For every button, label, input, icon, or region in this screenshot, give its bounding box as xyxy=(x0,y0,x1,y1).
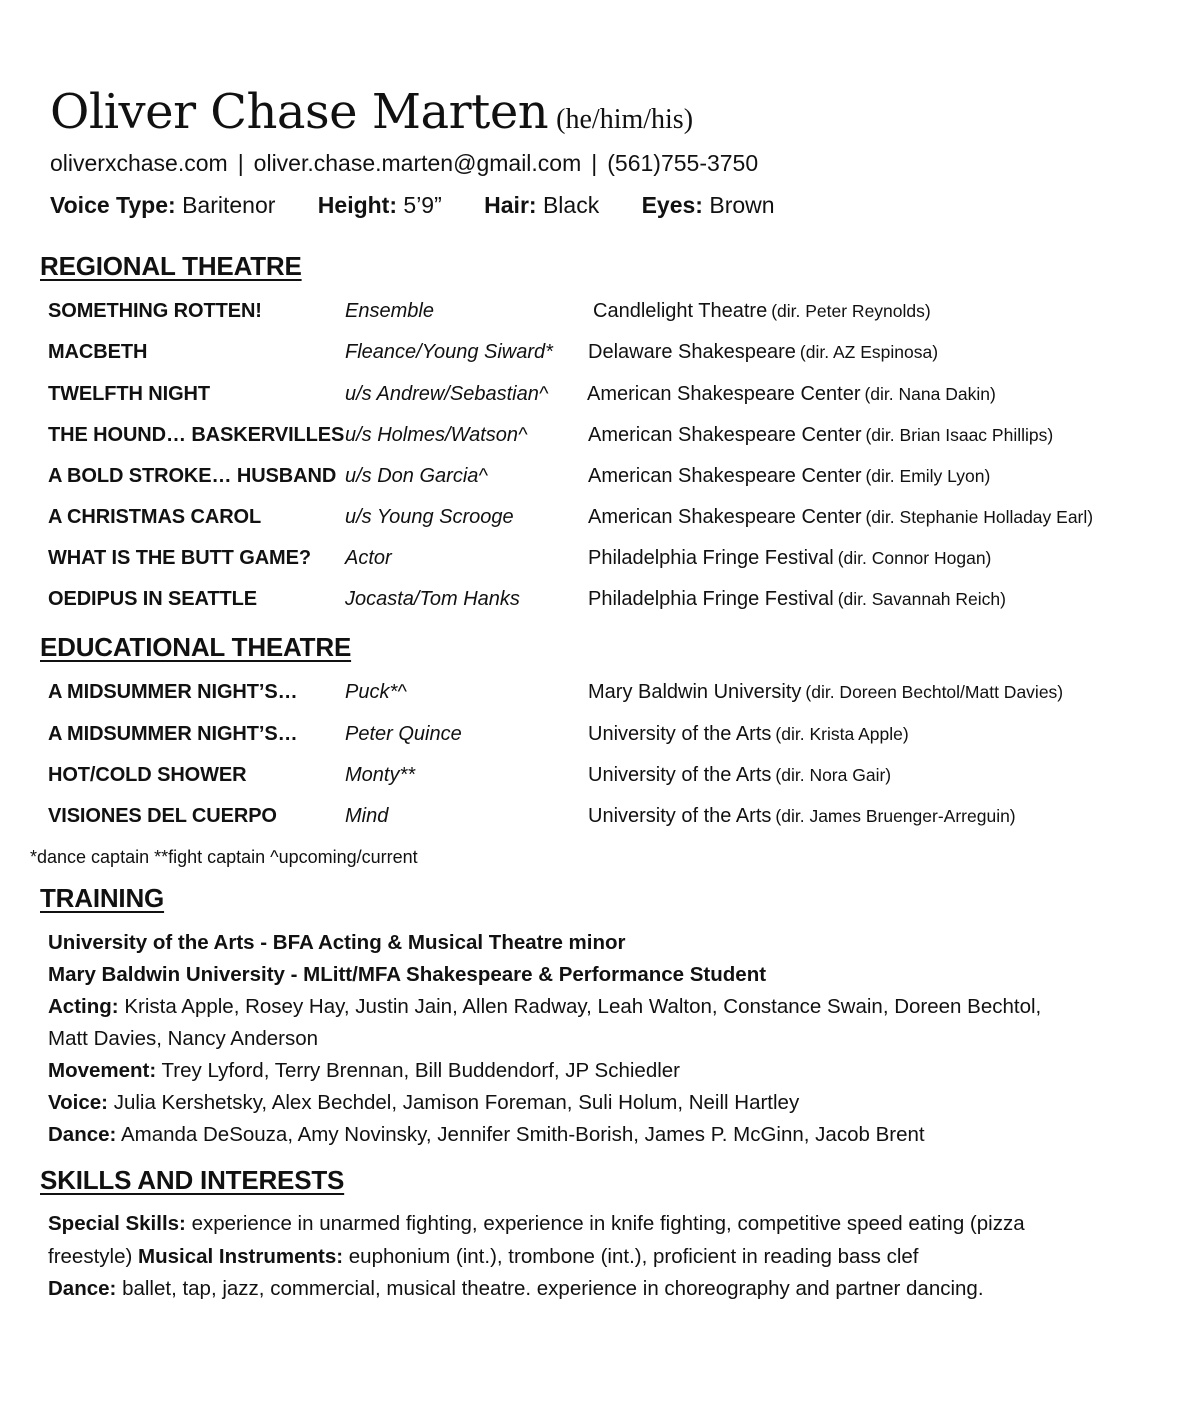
role: Peter Quince xyxy=(345,723,462,745)
venue: American Shakespeare Center xyxy=(588,424,862,446)
voice-teachers xyxy=(48,1091,799,1115)
show-title: VISIONES DEL CUERPO xyxy=(48,805,277,827)
credit-row xyxy=(0,723,1180,753)
contact-separator: | xyxy=(591,150,598,176)
show-title: TWELFTH NIGHT xyxy=(48,383,211,405)
phone-number: (561)755-3750 xyxy=(607,150,759,176)
show-title: A BOLD STROKE… HUSBAND xyxy=(48,465,337,487)
name-heading xyxy=(50,84,693,140)
show-title: A CHRISTMAS CAROL xyxy=(48,506,262,528)
venue: American Shakespeare Center xyxy=(588,506,862,528)
acting-teachers-continued: Matt Davies, Nancy Anderson xyxy=(48,1027,319,1050)
stat-hair xyxy=(484,192,599,219)
skills-heading: SKILLS AND INTERESTS xyxy=(40,1165,345,1195)
venue: University of the Arts xyxy=(588,805,772,827)
role: u/s Andrew/Sebastian^ xyxy=(345,383,549,405)
show-title: WHAT IS THE BUTT GAME? xyxy=(48,547,311,569)
venue-cell xyxy=(587,383,996,406)
acting-teachers xyxy=(48,995,1041,1019)
stat-value: Baritenor xyxy=(182,192,276,218)
role-legend: *dance captain **fight captain ^upcoming/current xyxy=(30,847,418,867)
degree-text: Mary Baldwin University - MLitt/MFA Shakespeare & Performance Student xyxy=(48,963,767,986)
director: (dir. Emily Lyon) xyxy=(865,466,991,486)
credit-row xyxy=(0,506,1180,536)
venue: Candlelight Theatre xyxy=(593,300,768,322)
show-title: OEDIPUS IN SEATTLE xyxy=(48,588,257,610)
credit-row xyxy=(0,424,1180,454)
director: (dir. Doreen Bechtol/Matt Davies) xyxy=(805,682,1064,702)
email-link[interactable]: oliver.chase.marten@gmail.com xyxy=(253,150,582,176)
stat-label: Voice Type: xyxy=(50,192,176,218)
director: (dir. Brian Isaac Phillips) xyxy=(865,425,1054,445)
role: Mind xyxy=(345,805,389,827)
role: Puck*^ xyxy=(345,681,407,703)
movement-teachers xyxy=(48,1059,680,1083)
venue: American Shakespeare Center xyxy=(588,465,862,487)
special-skills-continued xyxy=(48,1245,919,1269)
credit-row xyxy=(0,547,1180,577)
actor-name: Oliver Chase Marten xyxy=(50,84,549,140)
credit-row xyxy=(0,465,1180,495)
stat-height xyxy=(318,192,442,219)
credit-row xyxy=(0,681,1180,711)
training-names: Krista Apple, Rosey Hay, Justin Jain, Allen Radway, Leah Walton, Constance Swain, Doreen Bechtol, xyxy=(124,995,1042,1018)
educational-theatre-heading: EDUCATIONAL THEATRE xyxy=(40,632,352,662)
training-label: Movement: xyxy=(48,1059,157,1082)
regional-theatre-heading: REGIONAL THEATRE xyxy=(40,251,302,281)
venue-cell xyxy=(588,681,1063,704)
stat-value: 5’9” xyxy=(403,192,442,218)
venue-cell xyxy=(588,588,1006,611)
role: Ensemble xyxy=(345,300,434,322)
venue-cell xyxy=(593,300,931,323)
dance-teachers xyxy=(48,1123,925,1147)
show-title: SOMETHING ROTTEN! xyxy=(48,300,262,322)
director: (dir. Nora Gair) xyxy=(775,765,892,785)
venue-cell xyxy=(588,547,991,570)
venue: Philadelphia Fringe Festival xyxy=(588,547,834,569)
venue: Mary Baldwin University xyxy=(588,681,802,703)
degree-text: University of the Arts - BFA Acting & Musical Theatre minor xyxy=(48,931,626,954)
director: (dir. Stephanie Holladay Earl) xyxy=(865,507,1094,527)
credit-row xyxy=(0,341,1180,371)
credit-row xyxy=(0,805,1180,835)
contact-line xyxy=(50,150,758,177)
degree-line xyxy=(48,931,626,955)
director: (dir. James Bruenger-Arreguin) xyxy=(775,806,1016,826)
stats-line xyxy=(50,192,811,219)
special-skills xyxy=(48,1212,1025,1236)
director: (dir. Savannah Reich) xyxy=(837,589,1006,609)
contact-separator: | xyxy=(237,150,244,176)
director: (dir. AZ Espinosa) xyxy=(799,342,939,362)
dance-skills xyxy=(48,1277,984,1301)
show-title: A MIDSUMMER NIGHT’S… xyxy=(48,681,298,703)
skills-label: Dance: xyxy=(48,1277,117,1300)
stat-label: Height: xyxy=(317,192,398,218)
role: u/s Young Scrooge xyxy=(345,506,514,528)
stat-value: Brown xyxy=(709,192,775,218)
venue: American Shakespeare Center xyxy=(587,383,861,405)
venue-cell xyxy=(588,764,891,787)
director: (dir. Nana Dakin) xyxy=(864,384,996,404)
skills-label: Special Skills: xyxy=(48,1212,186,1235)
director: (dir. Connor Hogan) xyxy=(837,548,992,568)
show-title: HOT/COLD SHOWER xyxy=(48,764,247,786)
role: Monty** xyxy=(345,764,416,786)
training-names: Trey Lyford, Terry Brennan, Bill Buddendorf, JP Schiedler xyxy=(161,1059,681,1082)
director: (dir. Krista Apple) xyxy=(775,724,909,744)
training-label: Acting: xyxy=(48,995,119,1018)
venue-cell xyxy=(588,805,1016,828)
stat-label: Hair: xyxy=(484,192,537,218)
credit-row xyxy=(0,300,1180,330)
venue-cell xyxy=(588,723,909,746)
show-title: MACBETH xyxy=(48,341,148,363)
pronouns: (he/him/his) xyxy=(556,104,694,135)
venue: University of the Arts xyxy=(588,723,772,745)
training-names: Amanda DeSouza, Amy Novinsky, Jennifer Smith-Borish, James P. McGinn, Jacob Brent xyxy=(120,1123,925,1146)
stat-voice-type xyxy=(50,192,275,219)
stat-eyes xyxy=(642,192,775,219)
website-link[interactable]: oliverxchase.com xyxy=(50,150,228,176)
skills-text: freestyle) xyxy=(48,1245,133,1268)
skills-text: experience in unarmed fighting, experience in knife fighting, competitive speed eating (pizza xyxy=(191,1212,1025,1235)
training-label: Voice: xyxy=(48,1091,108,1114)
venue-cell xyxy=(588,341,938,364)
venue-cell xyxy=(588,506,1093,529)
training-heading: TRAINING xyxy=(40,883,165,913)
role: u/s Holmes/Watson^ xyxy=(345,424,528,446)
skills-text: euphonium (int.), trombone (int.), proficient in reading bass clef xyxy=(348,1245,919,1268)
show-title: A MIDSUMMER NIGHT’S… xyxy=(48,723,298,745)
credit-row xyxy=(0,383,1180,413)
venue-cell xyxy=(588,424,1053,447)
role: Fleance/Young Siward* xyxy=(345,341,553,363)
role: Jocasta/Tom Hanks xyxy=(345,588,520,610)
role: u/s Don Garcia^ xyxy=(345,465,488,487)
stat-label: Eyes: xyxy=(641,192,703,218)
role: Actor xyxy=(345,547,392,569)
credit-row xyxy=(0,764,1180,794)
skills-label: Musical Instruments: xyxy=(138,1245,344,1268)
skills-text: ballet, tap, jazz, commercial, musical theatre. experience in choreography and partner dancing. xyxy=(122,1277,984,1300)
venue: Philadelphia Fringe Festival xyxy=(588,588,834,610)
venue: University of the Arts xyxy=(588,764,772,786)
stat-value: Black xyxy=(542,192,600,218)
degree-line xyxy=(48,963,766,987)
venue-cell xyxy=(588,465,990,488)
training-names: Julia Kershetsky, Alex Bechdel, Jamison Foreman, Suli Holum, Neill Hartley xyxy=(113,1091,800,1114)
director: (dir. Peter Reynolds) xyxy=(771,301,931,321)
venue: Delaware Shakespeare xyxy=(588,341,796,363)
training-label: Dance: xyxy=(48,1123,117,1146)
show-title: THE HOUND… BASKERVILLES xyxy=(48,424,345,446)
credit-row xyxy=(0,588,1180,618)
